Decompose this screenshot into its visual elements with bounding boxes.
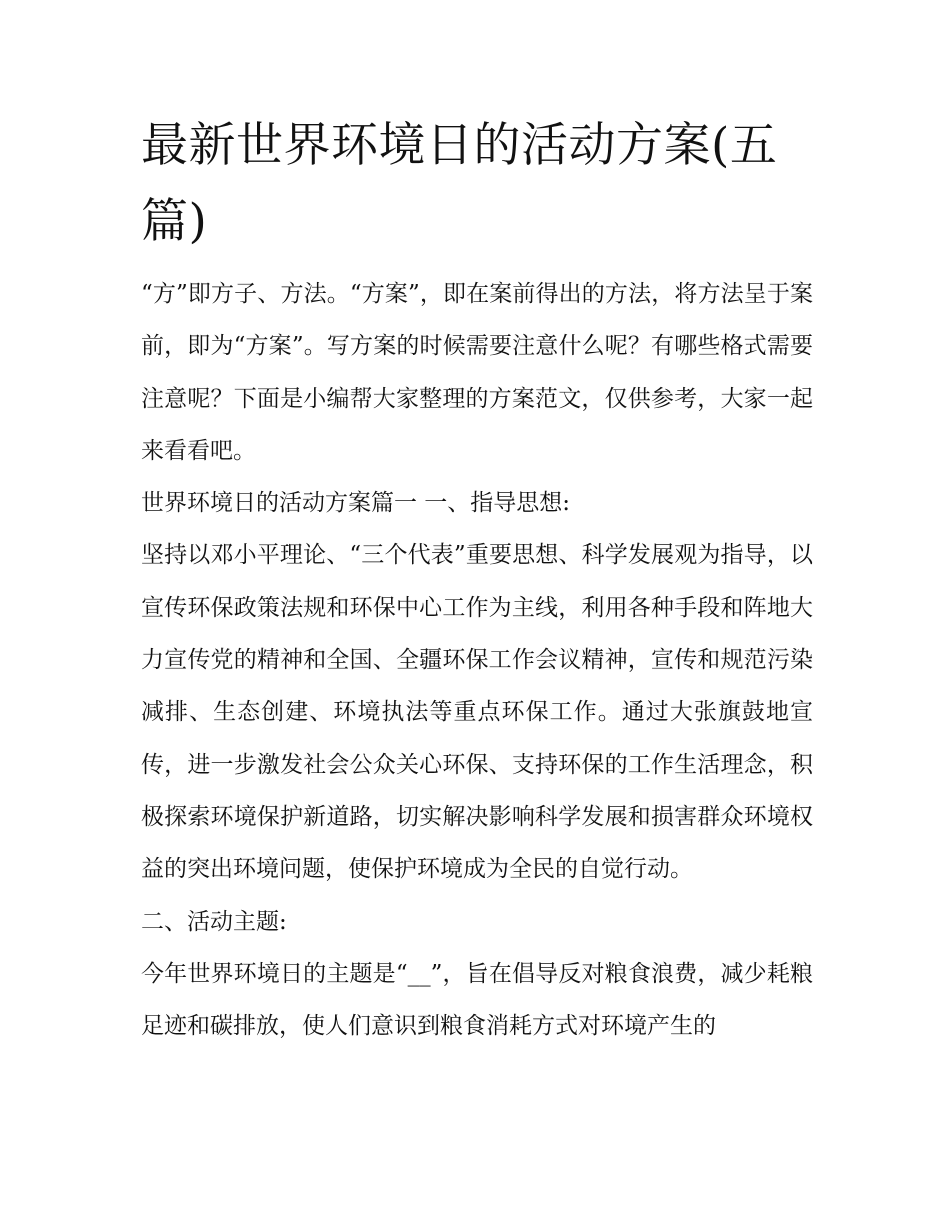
title-spacer bbox=[141, 260, 813, 268]
section-heading-guiding-thought: 世界环境日的活动方案篇一 一、指导思想: bbox=[141, 490, 571, 517]
document-page bbox=[141, 108, 813, 1052]
section-heading-activity-theme: 二、活动主题: bbox=[141, 908, 287, 935]
guiding-thought-paragraph: 坚持以邓小平理论、“三个代表”重要思想、科学发展观为指导，以宣传环保政策法规和环保中心工作为主线，利用各种手段和阵地大力宣传党的精神和全国、全疆环保工作会议精神，宣传和规范污染减排、生态创建、环境执法等重点环保工作。通过大张旗鼓地宣传，进一步激发社会公众关心环保、支持环保的工作生活理念，积极探索环境保护新道路，切实解决影响科学发展和损害群众环境权益的突出环境问题，使保护环境成为全民的自觉行动。 bbox=[141, 542, 813, 883]
document-title: 最新世界环境日的活动方案(五篇) bbox=[141, 118, 778, 249]
activity-theme-paragraph: 今年世界环境日的主题是“__”，旨在倡导反对粮食浪费，减少耗粮足迹和碳排放，使人们意识到粮食消耗方式对环境产生的 bbox=[141, 960, 813, 1040]
intro-paragraph: “方”即方子、方法。“方案”，即在案前得出的方法，将方法呈于案前，即为“方案”。写方案的时候需要注意什么呢？有哪些格式需要注意呢？下面是小编帮大家整理的方案范文，仅供参考，大家一起来看看吧。 bbox=[141, 281, 813, 464]
